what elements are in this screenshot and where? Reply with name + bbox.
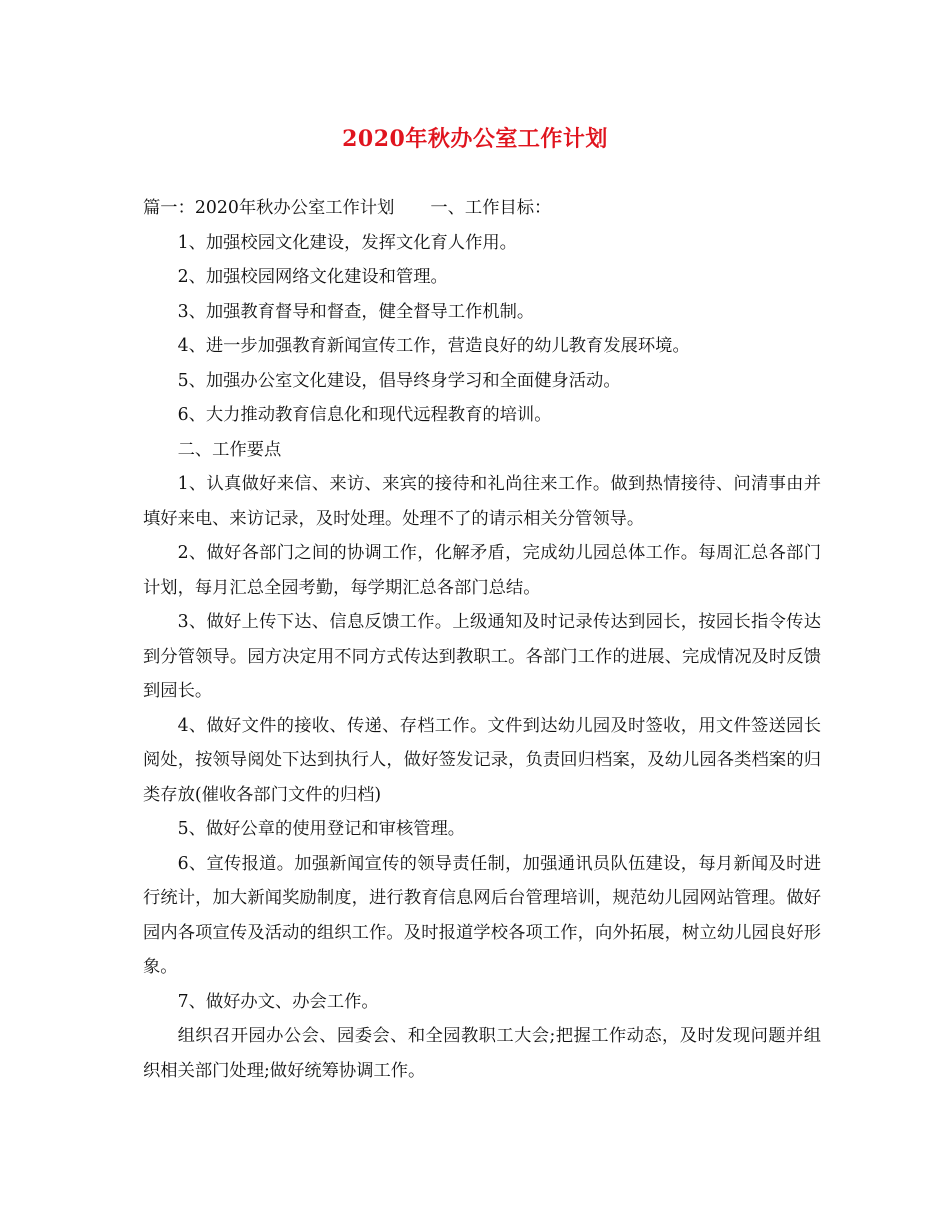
point-item: 4、做好文件的接收、传递、存档工作。文件到达幼儿园及时签收，用文件签送园长阅处，按领导阅处下达到执行人，做好签发记录，负责回归档案，及幼儿园各类档案的归类存放(催收各部门文件的归档) (143, 715, 821, 805)
point-item: 3、做好上传下达、信息反馈工作。上级通知及时记录传达到园长，按园长指令传达到分管领导。园方决定用不同方式传达到教职工。各部门工作的进展、完成情况及时反馈到园长。 (143, 612, 821, 701)
point-item: 6、宣传报道。加强新闻宣传的领导责任制，加强通讯员队伍建设，每月新闻及时进行统计，加大新闻奖励制度，进行教育信息网后台管理培训，规范幼儿园网站管理。做好园内各项宣传及活动的组织工作。及时报道学校各项工作，向外拓展，树立幼儿园良好形象。 (143, 853, 821, 977)
point-item: 5、做好公章的使用登记和审核管理。 (177, 819, 466, 839)
intro-part-2: 一、工作目标： (430, 198, 552, 218)
goal-item: 1、加强校园文化建设，发挥文化育人作用。 (177, 232, 517, 253)
point-item: 1、认真做好来信、来访、来宾的接待和礼尚往来工作。做到热情接待、问清事由并填好来电、来访记录，及时处理。处理不了的请示相关分管领导。 (143, 474, 821, 529)
goal-item: 6、大力推动教育信息化和现代远程教育的培训。 (177, 405, 552, 425)
intro-line (143, 191, 821, 226)
goal-item: 5、加强办公室文化建设，倡导终身学习和全面健身活动。 (177, 370, 621, 391)
point-item: 2、做好各部门之间的协调工作，化解矛盾，完成幼儿园总体工作。每周汇总各部门计划，每月汇总全园考勤，每学期汇总各部门总结。 (143, 543, 821, 598)
section-heading: 二、工作要点 (177, 439, 282, 460)
document-title: 2020年秋办公室工作计划 (342, 126, 608, 152)
goal-item: 3、加强教育督导和督查，健全督导工作机制。 (177, 301, 535, 322)
document-body (143, 191, 821, 1088)
intro-part-1: 篇一：2020年秋办公室工作计划 (143, 198, 395, 218)
point-item: 组织召开园办公会、园委会、和全园教职工大会;把握工作动态，及时发现问题并组织相关部门处理;做好统筹协调工作。 (143, 1026, 821, 1081)
goal-item: 2、加强校园网络文化建设和管理。 (177, 267, 448, 287)
goal-item: 4、进一步加强教育新闻宣传工作，营造良好的幼儿教育发展环境。 (177, 336, 690, 356)
point-item: 7、做好办文、办会工作。 (177, 991, 379, 1012)
